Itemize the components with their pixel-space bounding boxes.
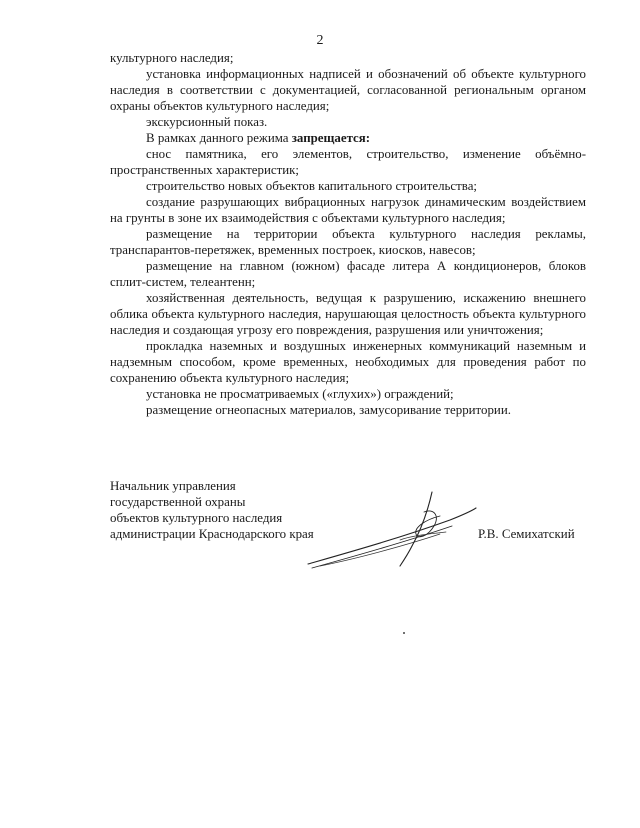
signature-stroke [320,534,440,566]
paragraph: размещение огнеопасных материалов, замусоривание территории. [146,403,511,417]
signatory-title-line: администрации Краснодарского края [110,527,314,541]
prohibited-keyword: запрещается: [291,131,371,145]
paragraph: снос памятника, его элементов, строительство, изменение объёмно-пространственных характеристик; [110,147,586,177]
signatory-title [110,478,314,542]
paragraph: установка не просматриваемых («глухих») ограждений; [146,387,454,401]
signatory-title-line: Начальник управления [110,479,236,493]
paragraph: прокладка наземных и воздушных инженерных коммуникаций наземным и надземным способом, кроме временных, необходимых для проведения работ по сохранению объекта культурного наследия; [110,339,586,385]
paragraph: создание разрушающих вибрационных нагрузок динамическим воздействием на грунты в зоне их взаимодействия с объектами культурного наследия; [110,195,586,225]
paragraph: культурного наследия; [110,51,234,65]
paragraph: размещение на территории объекта культурного наследия рекламы, транспарантов-перетяжек, временных построек, киосков, навесов; [110,227,586,257]
paragraph: размещение на главном (южном) фасаде литера А кондиционеров, блоков сплит-систем, телеантенн; [110,259,586,289]
paragraph: установка информационных надписей и обозначений об объекте культурного наследия в соответствии с документацией, согласованной региональным органом охраны объектов культурного наследия; [110,67,586,113]
prohibited-intro-text: В рамках данного режима [146,131,292,145]
paragraph: хозяйственная деятельность, ведущая к разрушению, искажению внешнего облика объекта культурного наследия, нарушающая целостность объекта культурного наследия и создающая угрозу его повреждения, разрушения или уничтожения; [110,291,586,337]
signature-stroke [312,526,452,568]
paragraph: строительство новых объектов капитального строительства; [146,179,478,193]
document-body [110,50,586,418]
signature-stroke [400,492,432,566]
signatory-name: Р.В. Семихатский [478,527,575,541]
paragraph: экскурсионный показ. [146,115,268,129]
signatory-title-line: государственной охраны [110,495,246,509]
scan-speck [403,632,405,634]
signatory-title-line: объектов культурного наследия [110,511,283,525]
handwritten-signature [300,486,480,576]
paragraph-prohibited-intro [110,130,586,146]
page-number: 2 [316,33,324,48]
signature-stroke [308,508,476,564]
